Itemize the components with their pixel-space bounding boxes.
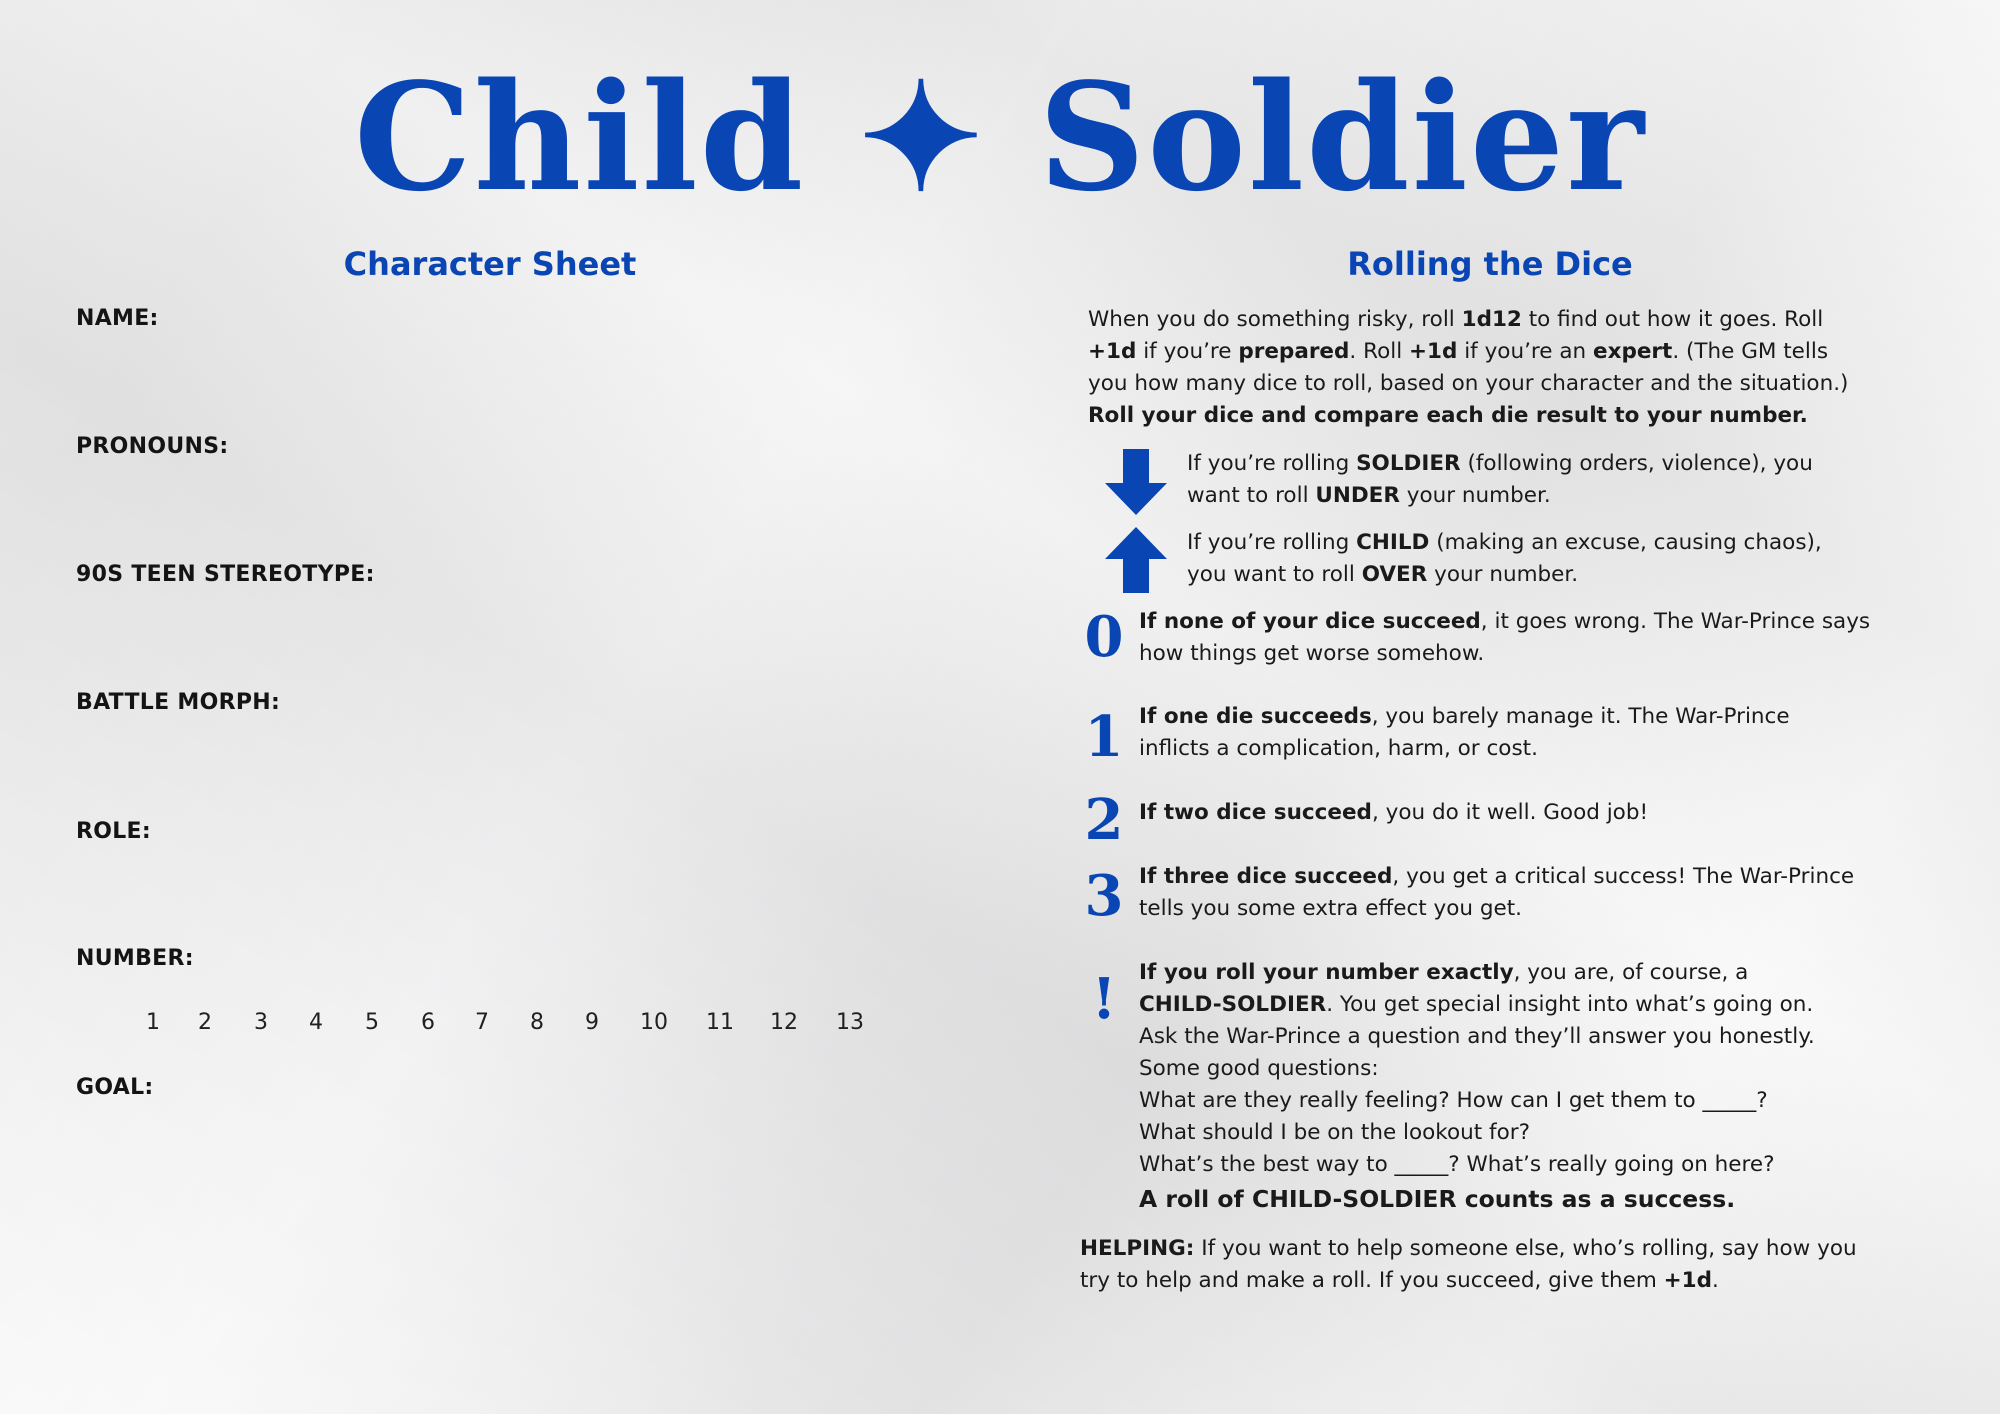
role-field-label: ROLE: — [76, 819, 151, 844]
goal-field-label: GOAL: — [76, 1075, 154, 1100]
number-field-label: NUMBER: — [76, 946, 194, 971]
number-option[interactable]: 4 — [309, 1010, 323, 1035]
helping-paragraph: HELPING: If you want to help someone else, who’s rolling, say how you try to help and make a roll. If you succeed, give them +1d. — [1080, 1236, 1857, 1293]
stereotype-field-label: 90S TEEN STEREOTYPE: — [76, 562, 375, 587]
number-option[interactable]: 11 — [706, 1010, 734, 1035]
character-sheet-heading: Character Sheet — [343, 245, 637, 283]
number-option[interactable]: 7 — [475, 1010, 489, 1035]
name-field-label: NAME: — [76, 306, 159, 331]
number-option[interactable]: 2 — [198, 1010, 212, 1035]
number-option[interactable]: 6 — [421, 1010, 435, 1035]
number-option[interactable]: 13 — [836, 1010, 864, 1035]
number-option[interactable]: 10 — [640, 1010, 668, 1035]
number-option[interactable]: 5 — [365, 1010, 379, 1035]
battle-morph-field-label: BATTLE MORPH: — [76, 690, 281, 715]
outcome-two-marker: 2 — [1084, 787, 1124, 853]
outcome-zero-marker: 0 — [1084, 604, 1124, 670]
outcome-two-text: If two dice succeed, you do it well. Good job! — [1139, 800, 1649, 825]
exact-roll-marker: ! — [1091, 966, 1117, 1032]
outcome-one-text: If one die succeeds, you barely manage it. The War-Prince inflicts a complication, harm, or cost. — [1139, 704, 1790, 761]
outcome-three-marker: 3 — [1084, 863, 1124, 929]
page-title: Child ✦ Soldier — [353, 50, 1647, 224]
rolling-dice-heading: Rolling the Dice — [1347, 245, 1633, 283]
number-option[interactable]: 3 — [254, 1010, 268, 1035]
number-option[interactable]: 8 — [530, 1010, 544, 1035]
number-option[interactable]: 1 — [146, 1010, 160, 1035]
pronouns-field-label: PRONOUNS: — [76, 434, 229, 459]
outcome-three-text: If three dice succeed, you get a critical success! The War-Prince tells you some extra effect you get. — [1139, 864, 1855, 921]
outcome-zero-text: If none of your dice succeed, it goes wrong. The War-Prince says how things get worse somehow. — [1139, 609, 1871, 666]
arrow-down-icon — [1103, 449, 1169, 515]
number-option[interactable]: 9 — [585, 1010, 599, 1035]
soldier-rule: If you’re rolling SOLDIER (following orders, violence), you want to roll UNDER your number. — [1187, 451, 1813, 508]
child-rule: If you’re rolling CHILD (making an excuse, causing chaos), you want to roll OVER your number. — [1187, 530, 1822, 587]
number-option[interactable]: 12 — [770, 1010, 798, 1035]
number-track — [0, 1010, 1000, 1042]
arrow-up-icon — [1103, 527, 1169, 593]
outcome-one-marker: 1 — [1084, 704, 1124, 770]
exact-roll-text: If you roll your number exactly, you are, of course, a CHILD-SOLDIER. You get special insight into what’s going on. Ask the War-Prince a question and they’ll answer you honestly. Some good questions: What are they really feeling? How can I get them to _____? What should I be on the lookout for? What’s the best way to _____? What’s really going on here? A roll of CHILD-SOLDIER counts as a success. — [1139, 960, 1815, 1213]
intro-paragraph: When you do something risky, roll 1d12 to find out how it goes. Roll +1d if you’re prepared. Roll +1d if you’re an expert. (The GM tells you how many dice to roll, based on your character and the situation.) Roll your dice and compare each die result to your number. — [1088, 307, 1849, 428]
